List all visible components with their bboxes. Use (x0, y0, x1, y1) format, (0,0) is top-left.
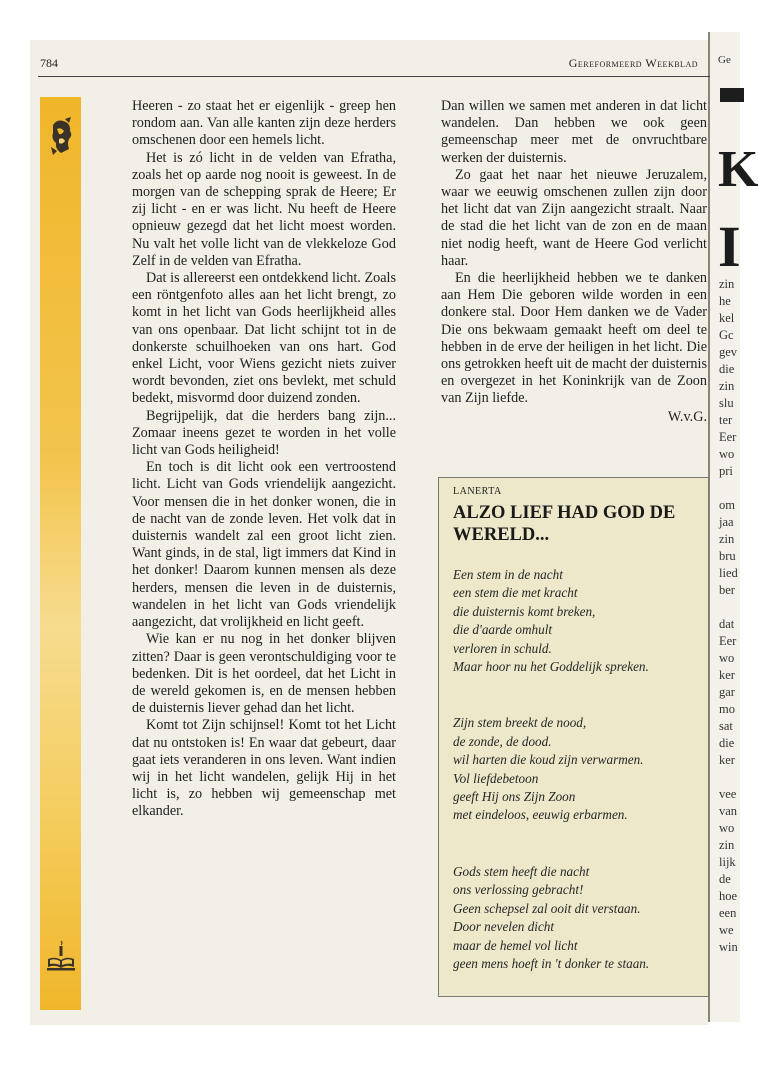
poem-line: die d'aarde omhult (453, 622, 553, 638)
paragraph: Wie kan er nu nog in het donker blijven zitten? Daar is geen verontschuldiging voor te bedenken. Dit is het oordeel, dat het Licht in de wereld gekomen is, en de mensen hebben de duisternis liever gehad dan het licht. (132, 631, 396, 717)
poem-line: de zonde, de dood. (453, 733, 552, 749)
paragraph: Het is zó licht in de velden van Efratha, zoals het op aarde nog nooit is geweest. In de morgen van de schepping sprak de Heere; Er zij licht - en er was licht. Nu heeft de Heere opnieuw gezegd dat het licht moest worden. Nu valt het volle licht van de vlekkeloze God Zelf in de velden van Efratha. (132, 149, 396, 269)
poem-line: Geen schepsel zal ooit dit verstaan. (453, 900, 641, 916)
paragraph: En toch is dit licht ook een vertroostend licht. Licht van Gods vriendelijk aangezicht. Voor mensen die in het donker wonen, die in de nacht van de zonde leven. Het volk dat in duisternis wandelt zal een groot licht zien. Want ginds, in de stal, ligt immers dat Kind in het donker! Daarom kunnen mensen als deze herders, mensen die leven in de duisternis, wandelen in het licht van Gods vriendelijk aangezicht, dat vrolijkheid en licht geeft. (132, 459, 396, 631)
paragraph: Heeren - zo staat het er eigenlijk - greep hen rondom aan. Van alle kanten zijn deze herders omschenen door een hemels licht. (132, 98, 396, 149)
poem-line: Vol liefdebetoon (453, 770, 539, 786)
adjacent-page (708, 32, 758, 1022)
poem-line: verloren in schuld. (453, 640, 552, 656)
poem-line: geeft Hij ons Zijn Zoon (453, 789, 576, 805)
poem-line: geen mens hoeft in 't donker te staan. (453, 955, 650, 971)
open-book-candle-icon (46, 945, 76, 971)
adjacent-page-text: zin he kel Gc gev die zin slu ter Eer wo pri om jaa zin bru lied ber dat Eer wo ker gar mo sat die ker vee van wo zin lijk de hoe een we win (719, 277, 738, 954)
magazine-title: Gereformeerd Weekblad (568, 56, 698, 70)
scan-margin-bottom (30, 1025, 708, 1068)
poem-line: Gods stem heeft die nacht (453, 863, 590, 879)
article-column-1 (132, 98, 396, 821)
poem-title: ALZO LIEF HAD GOD DE WERELD... (453, 503, 676, 545)
poem-line: Zijn stem breekt de nood, (453, 715, 587, 731)
shepherd-head-icon (47, 117, 75, 157)
decorative-sidebar (40, 97, 81, 1010)
scan-margin-top (0, 0, 738, 40)
paragraph: En die heerlijkheid hebben we te danken aan Hem Die geboren wilde worden in een donkere stal. Door Hem danken we de Vader Die ons bekwaam gemaakt heeft om deel te hebben in de erve der heiligen in het licht. Die ons getrokken heeft uit de macht der duisternis en overgezet in het Koninkrijk van de Zoon van Zijn liefde. (441, 270, 707, 407)
paragraph: Begrijpelijk, dat die herders bang zijn... Zomaar ineens gezet te worden in het volle licht van Gods heiligheid! (132, 407, 396, 459)
poem-line: Maar hoor nu het Goddelijk spreken. (453, 659, 649, 675)
paragraph: Dat is allereerst een ontdekkend licht. Zoals een röntgenfoto alles aan het licht brengt, zo komt in het licht van Gods heerlijkheid alles van ons openbaar. Dat licht schijnt tot in de donkerste schuilhoeken van ons hart. God enkel Licht, voor Wiens gezicht niets zuiver wordt bevonden, ziet ons bevlekt, met schuld bedekt, misvormd door duizend zonden. (132, 270, 396, 407)
paragraph: Komt tot Zijn schijnsel! Komt tot het Licht dat nu ontstoken is! En waar dat gebeurt, daar gaat iets veranderen in ons leven. Want indien wij in het licht wandelen, gelijk Hij in het licht is, zo hebben wij gemeenschap met elkander. (132, 717, 396, 820)
adjacent-page-block (720, 88, 744, 102)
poem-line: die duisternis komt breken, (453, 603, 596, 619)
poem-author: LANERTA (453, 486, 502, 497)
poem-line: wil harten die koud zijn verwarmen. (453, 752, 644, 768)
article-column-2 (441, 98, 707, 426)
paragraph: Dan willen we samen met anderen in dat licht wandelen. Dan hebben we ook geen gemeenschap meer met de onvruchtbare werken der duisternis. (441, 98, 707, 166)
poem-line: maar de hemel vol licht (453, 937, 578, 953)
poem-stanza (453, 714, 698, 824)
poem-stanza (453, 863, 698, 973)
poem-line: ons verlossing gebracht! (453, 882, 584, 898)
poem-line: een stem die met kracht (453, 585, 578, 601)
adjacent-initial-k: K (718, 141, 758, 198)
author-signature: W.v.G. (667, 408, 707, 425)
adjacent-page-header: Ge (718, 54, 731, 66)
poem-line: Door nevelen dicht (453, 919, 555, 935)
poem-line: Een stem in de nacht (453, 567, 563, 582)
page-number: 784 (40, 56, 58, 70)
poem-line: met eindeloos, eeuwig erbarmen. (453, 807, 628, 823)
poem-stanza (453, 566, 698, 676)
poem-box (438, 477, 709, 997)
adjacent-initial-i: I (718, 214, 741, 279)
header-rule (38, 76, 710, 77)
paragraph: Zo gaat het naar het nieuwe Jeruzalem, waar we eeuwig omschenen zullen zijn door het licht dat van Zijn aangezicht straalt. Naar de stad die het licht van de zon en de maan niet nodig heeft, want de Heere God verlicht haar. (441, 166, 707, 269)
